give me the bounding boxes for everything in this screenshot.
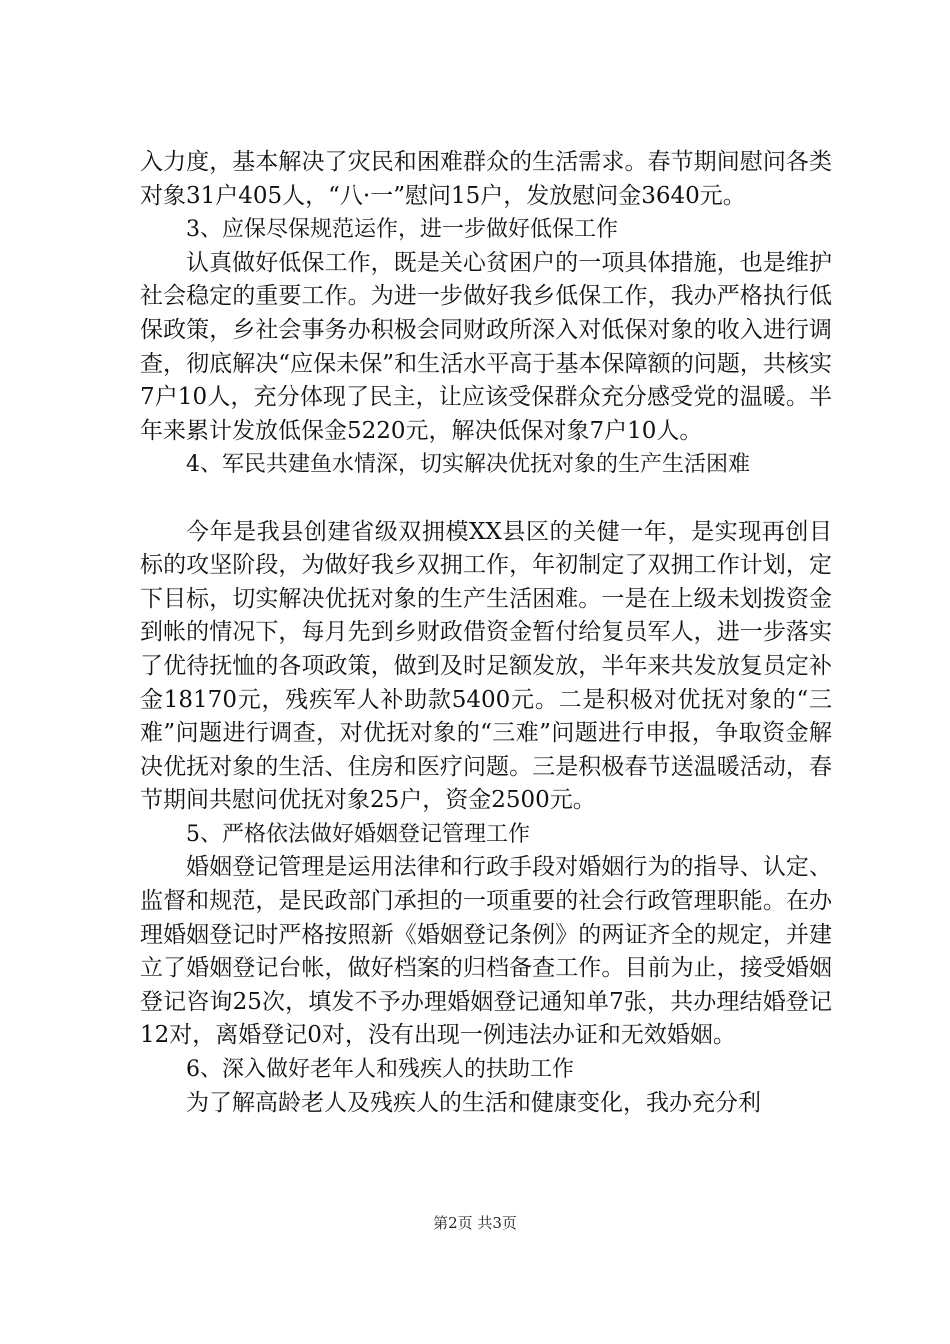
section-heading-5: 5、严格依法做好婚姻登记管理工作 xyxy=(186,821,530,847)
paragraph-elderly-disabled-support: 为了解高龄老人及残疾人的生活和健康变化，我办充分利 xyxy=(186,1089,761,1116)
paragraph-military-support: 今年是我县创建省级双拥模XX县区的关健一年，是实现再创目标的攻坚阶段，为做好我乡双拥工作，年初制定了双拥工作计划，定下目标，切实解决优抚对象的生产生活困难。一是在上级未划拨资金到帐的情况下，每月先到乡财政借资金暂付给复员军人，进一步落实了优待抚恤的各项政策，做到及时足额发放，半年来共发放复员定补金18170元，残疾军人补助款5400元。二是积极对优抚对象的“三难”问题进行调查，对优抚对象的“三难”问题进行申报，争取资金解决优抚对象的生活、住房和医疗问题。三是积极春节送温暖活动，春节期间共慰问优抚对象25户，资金2500元。 xyxy=(140,518,832,814)
blank-line xyxy=(140,482,832,516)
page-number-footer: 第2页 共3页 xyxy=(433,1214,517,1232)
paragraph-relief-summary: 入力度，基本解决了灾民和困难群众的生活需求。春节期间慰问各类对象31户405人，“八·一”慰问15户，发放慰问金3640元。 xyxy=(140,149,832,209)
section-heading-6: 6、深入做好老年人和残疾人的扶助工作 xyxy=(186,1057,574,1083)
document-body xyxy=(140,146,832,1120)
section-heading-3: 3、应保尽保规范运作，进一步做好低保工作 xyxy=(186,217,618,243)
paragraph-low-income-security: 认真做好低保工作，既是关心贫困户的一项具体措施，也是维护社会稳定的重要工作。为进一步做好我乡低保工作，我办严格执行低保政策，乡社会事务办积极会同财政所深入对低保对象的收入进行调查，彻底解决“应保未保”和生活水平高于基本保障额的问题，共核实7户10人，充分体现了民主，让应该受保群众充分感受党的温暖。半年来累计发放低保金5220元，解决低保对象7户10人。 xyxy=(140,249,832,444)
section-heading-4: 4、军民共建鱼水情深，切实解决优抚对象的生产生活困难 xyxy=(186,452,750,478)
paragraph-marriage-registration: 婚姻登记管理是运用法律和行政手段对婚姻行为的指导、认定、监督和规范，是民政部门承担的一项重要的社会行政管理职能。在办理婚姻登记时严格按照新《婚姻登记条例》的两证齐全的规定，并建立了婚姻登记台帐，做好档案的归档备查工作。目前为止，接受婚姻登记咨询25次，填发不予办理婚姻登记通知单7张，共办理结婚登记12对，离婚登记0对，没有出现一例违法办证和无效婚姻。 xyxy=(140,854,832,1049)
